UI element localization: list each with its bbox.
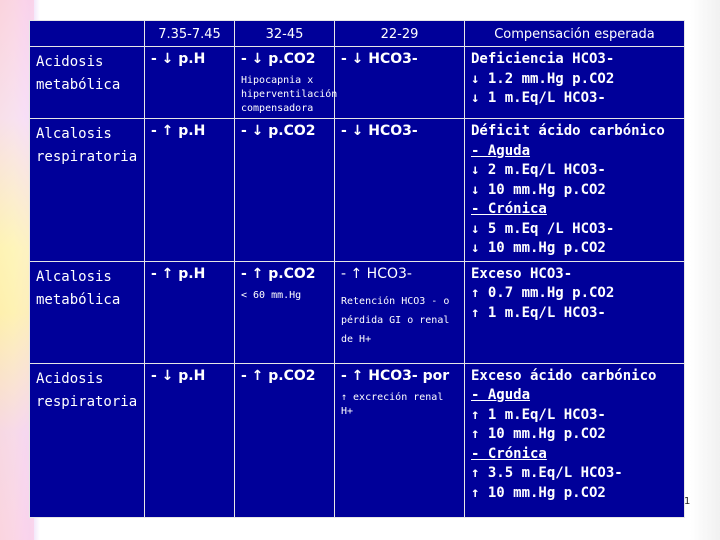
row-label-line-2: metabólica [36,77,121,93]
hco3-cell [335,47,465,119]
row-label-line-1: Alcalosis [36,268,112,285]
pco2-value: - ↑ p.CO2 [241,367,316,384]
hco3-note-line: pérdida GI o renal [341,314,450,326]
row-label-line-2: metabólica [36,291,121,308]
compensation-cell [465,119,685,262]
pco2-note [241,74,338,116]
comp-line: ↓ 10 mm.Hg p.CO2 [471,181,606,198]
comp-line: ↑ 10 mm.Hg p.CO2 [471,426,606,442]
acid-base-table [29,20,685,518]
hco3-note-line: ↑ excreción renal [341,391,444,403]
comp-subheading: - Aguda [471,142,531,159]
row-label-line-2: respiratoria [36,393,138,410]
pco2-cell [235,261,335,363]
hco3-note [341,391,460,419]
header-row [30,21,685,47]
row-label [30,47,145,119]
comp-line: ↓ 5 m.Eq /L HCO3- [471,220,615,237]
hco3-note-line: H+ [341,405,354,417]
hco3-cell [335,261,465,363]
ph-value: - ↑ p.H [151,123,206,139]
pco2-note-line: hiperventilación [241,89,338,100]
ph-cell [145,119,235,262]
comp-line: ↓ 1.2 mm.Hg p.CO2 [471,70,615,87]
comp-subheading: - Aguda [471,387,531,403]
row-label-line-1: Acidosis [36,370,104,387]
pco2-value: - ↓ p.CO2 [241,123,316,139]
row-label-line-2: respiratoria [36,149,138,165]
row-alcalosis-respiratoria [30,119,685,262]
header-empty [30,21,145,47]
row-label [30,363,145,517]
ph-value: - ↓ p.H [151,367,206,384]
comp-subheading: - Crónica [471,201,547,217]
pco2-cell [235,47,338,119]
page-number: 1 [684,496,691,507]
pco2-cell [235,363,335,517]
pco2-cell [235,119,335,262]
hco3-cell [335,119,465,262]
row-label [30,261,145,363]
ph-value: - ↑ p.H [151,265,206,282]
pco2-value: - ↑ p.CO2 [241,265,316,282]
row-label-line-1: Acidosis [36,54,104,70]
pco2-note-line: compensadora [241,103,314,114]
ph-value: - ↓ p.H [151,51,206,67]
compensation-cell [465,261,685,363]
row-alcalosis-metabolica [30,261,685,363]
pco2-note-line: < 60 mm.Hg [241,289,302,301]
row-acidosis-respiratoria [30,363,685,517]
header-hco3-range: 22-29 [335,21,465,47]
row-label [30,119,145,262]
comp-line: Exceso ácido carbónico [471,367,657,384]
comp-line: Déficit ácido carbónico [471,123,665,139]
hco3-value: - ↓ HCO3- [341,123,418,139]
ph-cell [145,261,235,363]
row-acidosis-metabolica [30,47,685,119]
header-ph-range: 7.35-7.45 [145,21,235,47]
comp-line: Deficiencia HCO3- [471,51,615,67]
comp-line: ↑ 10 mm.Hg p.CO2 [471,484,606,501]
hco3-note [341,292,460,349]
comp-line: Exceso HCO3- [471,265,573,282]
ph-cell [145,47,235,119]
hco3-note-line: Retención HCO3 - o [341,295,450,307]
comp-line: ↓ 1 m.Eq/L HCO3- [471,90,606,106]
compensation-cell [465,47,685,119]
ph-cell [145,363,235,517]
hco3-note-line: de H+ [341,333,372,345]
comp-subheading: - Crónica [471,445,547,462]
pco2-note [241,289,330,303]
hco3-cell [335,363,465,517]
comp-line: ↑ 3.5 m.Eq/L HCO3- [471,465,623,481]
comp-line: ↑ 1 m.Eq/L HCO3- [471,406,606,423]
header-compensation: Compensación esperada [465,21,685,47]
row-label-line-1: Alcalosis [36,126,112,142]
pco2-note-line: Hipocapnia x [241,75,314,86]
comp-line: ↓ 10 mm.Hg p.CO2 [471,240,606,256]
pco2-value: - ↓ p.CO2 [241,51,316,67]
comp-line: ↓ 2 m.Eq/L HCO3- [471,162,606,178]
hco3-value: - ↓ HCO3- [341,51,418,67]
compensation-cell [465,363,685,517]
comp-line: ↑ 1 m.Eq/L HCO3- [471,304,606,321]
comp-line: ↑ 0.7 mm.Hg p.CO2 [471,285,615,301]
header-pco2-range: 32-45 [235,21,335,47]
hco3-value: - ↑ HCO3- [341,265,412,282]
hco3-value: - ↑ HCO3- por [341,367,450,384]
